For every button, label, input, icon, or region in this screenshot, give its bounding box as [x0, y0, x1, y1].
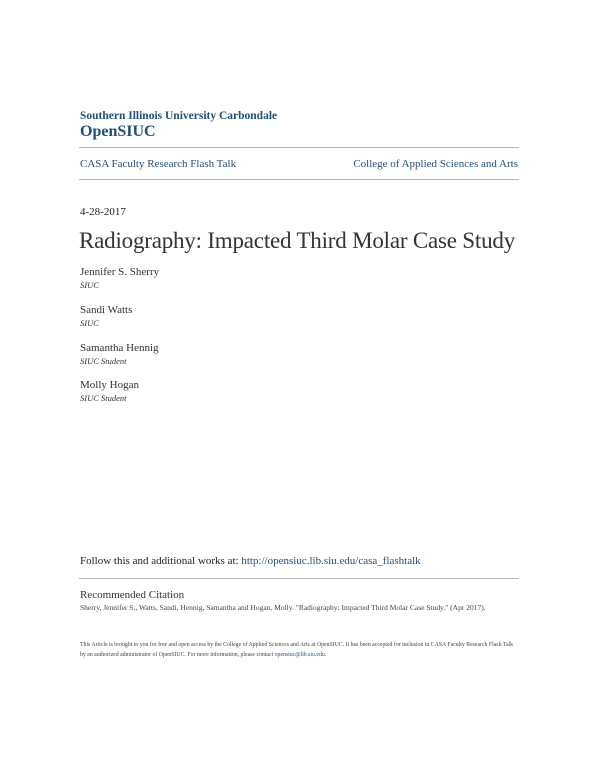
footer-end: . — [324, 652, 327, 658]
follow-line — [80, 555, 421, 567]
repository-name[interactable]: OpenSIUC — [80, 123, 156, 140]
author-block — [80, 304, 132, 328]
citation-text: Sherry, Jennifer S., Watts, Sandi, Hennig, Samantha and Hogan, Molly. "Radiography: Impacted Third Molar Case Study." (Apr 2017). — [80, 603, 486, 612]
author-affiliation: SIUC Student — [80, 393, 127, 403]
series-link[interactable]: CASA Faculty Research Flash Talk — [80, 158, 237, 170]
footer-text: This Article is brought to you for free and open access by the College of Applied Sciences and Arts at OpenSIUC. It has been accepted for inclusion in CASA Faculty Research Flash Talk by an authorized administrator of OpenSIUC. For more information, please contact — [80, 642, 514, 658]
author-name: Sandi Watts — [80, 304, 133, 316]
author-name: Samantha Hennig — [80, 342, 159, 354]
paper-title: Radiography: Impacted Third Molar Case Study — [79, 228, 515, 253]
footer-notice — [80, 640, 520, 660]
author-name: Molly Hogan — [80, 379, 139, 391]
author-block — [80, 379, 139, 403]
contact-email-link[interactable]: opensiuc@lib.siu.edu — [274, 652, 325, 658]
author-block — [80, 266, 159, 290]
author-affiliation: SIUC Student — [80, 356, 127, 366]
college-link[interactable]: College of Applied Sciences and Arts — [353, 158, 518, 170]
collection-link[interactable]: http://opensiuc.lib.siu.edu/casa_flashtalk — [241, 555, 421, 567]
recommended-citation-heading: Recommended Citation — [80, 589, 185, 601]
university-name: Southern Illinois University Carbondale — [80, 110, 278, 122]
divider-top — [79, 147, 519, 148]
publication-date: 4-28-2017 — [80, 206, 126, 218]
follow-text: Follow this and additional works at: — [80, 555, 242, 567]
author-block — [80, 342, 159, 366]
divider-bottom — [79, 179, 519, 180]
divider-citation — [79, 578, 519, 579]
author-affiliation: SIUC — [80, 280, 99, 290]
author-name: Jennifer S. Sherry — [80, 266, 160, 278]
author-affiliation: SIUC — [80, 318, 99, 328]
